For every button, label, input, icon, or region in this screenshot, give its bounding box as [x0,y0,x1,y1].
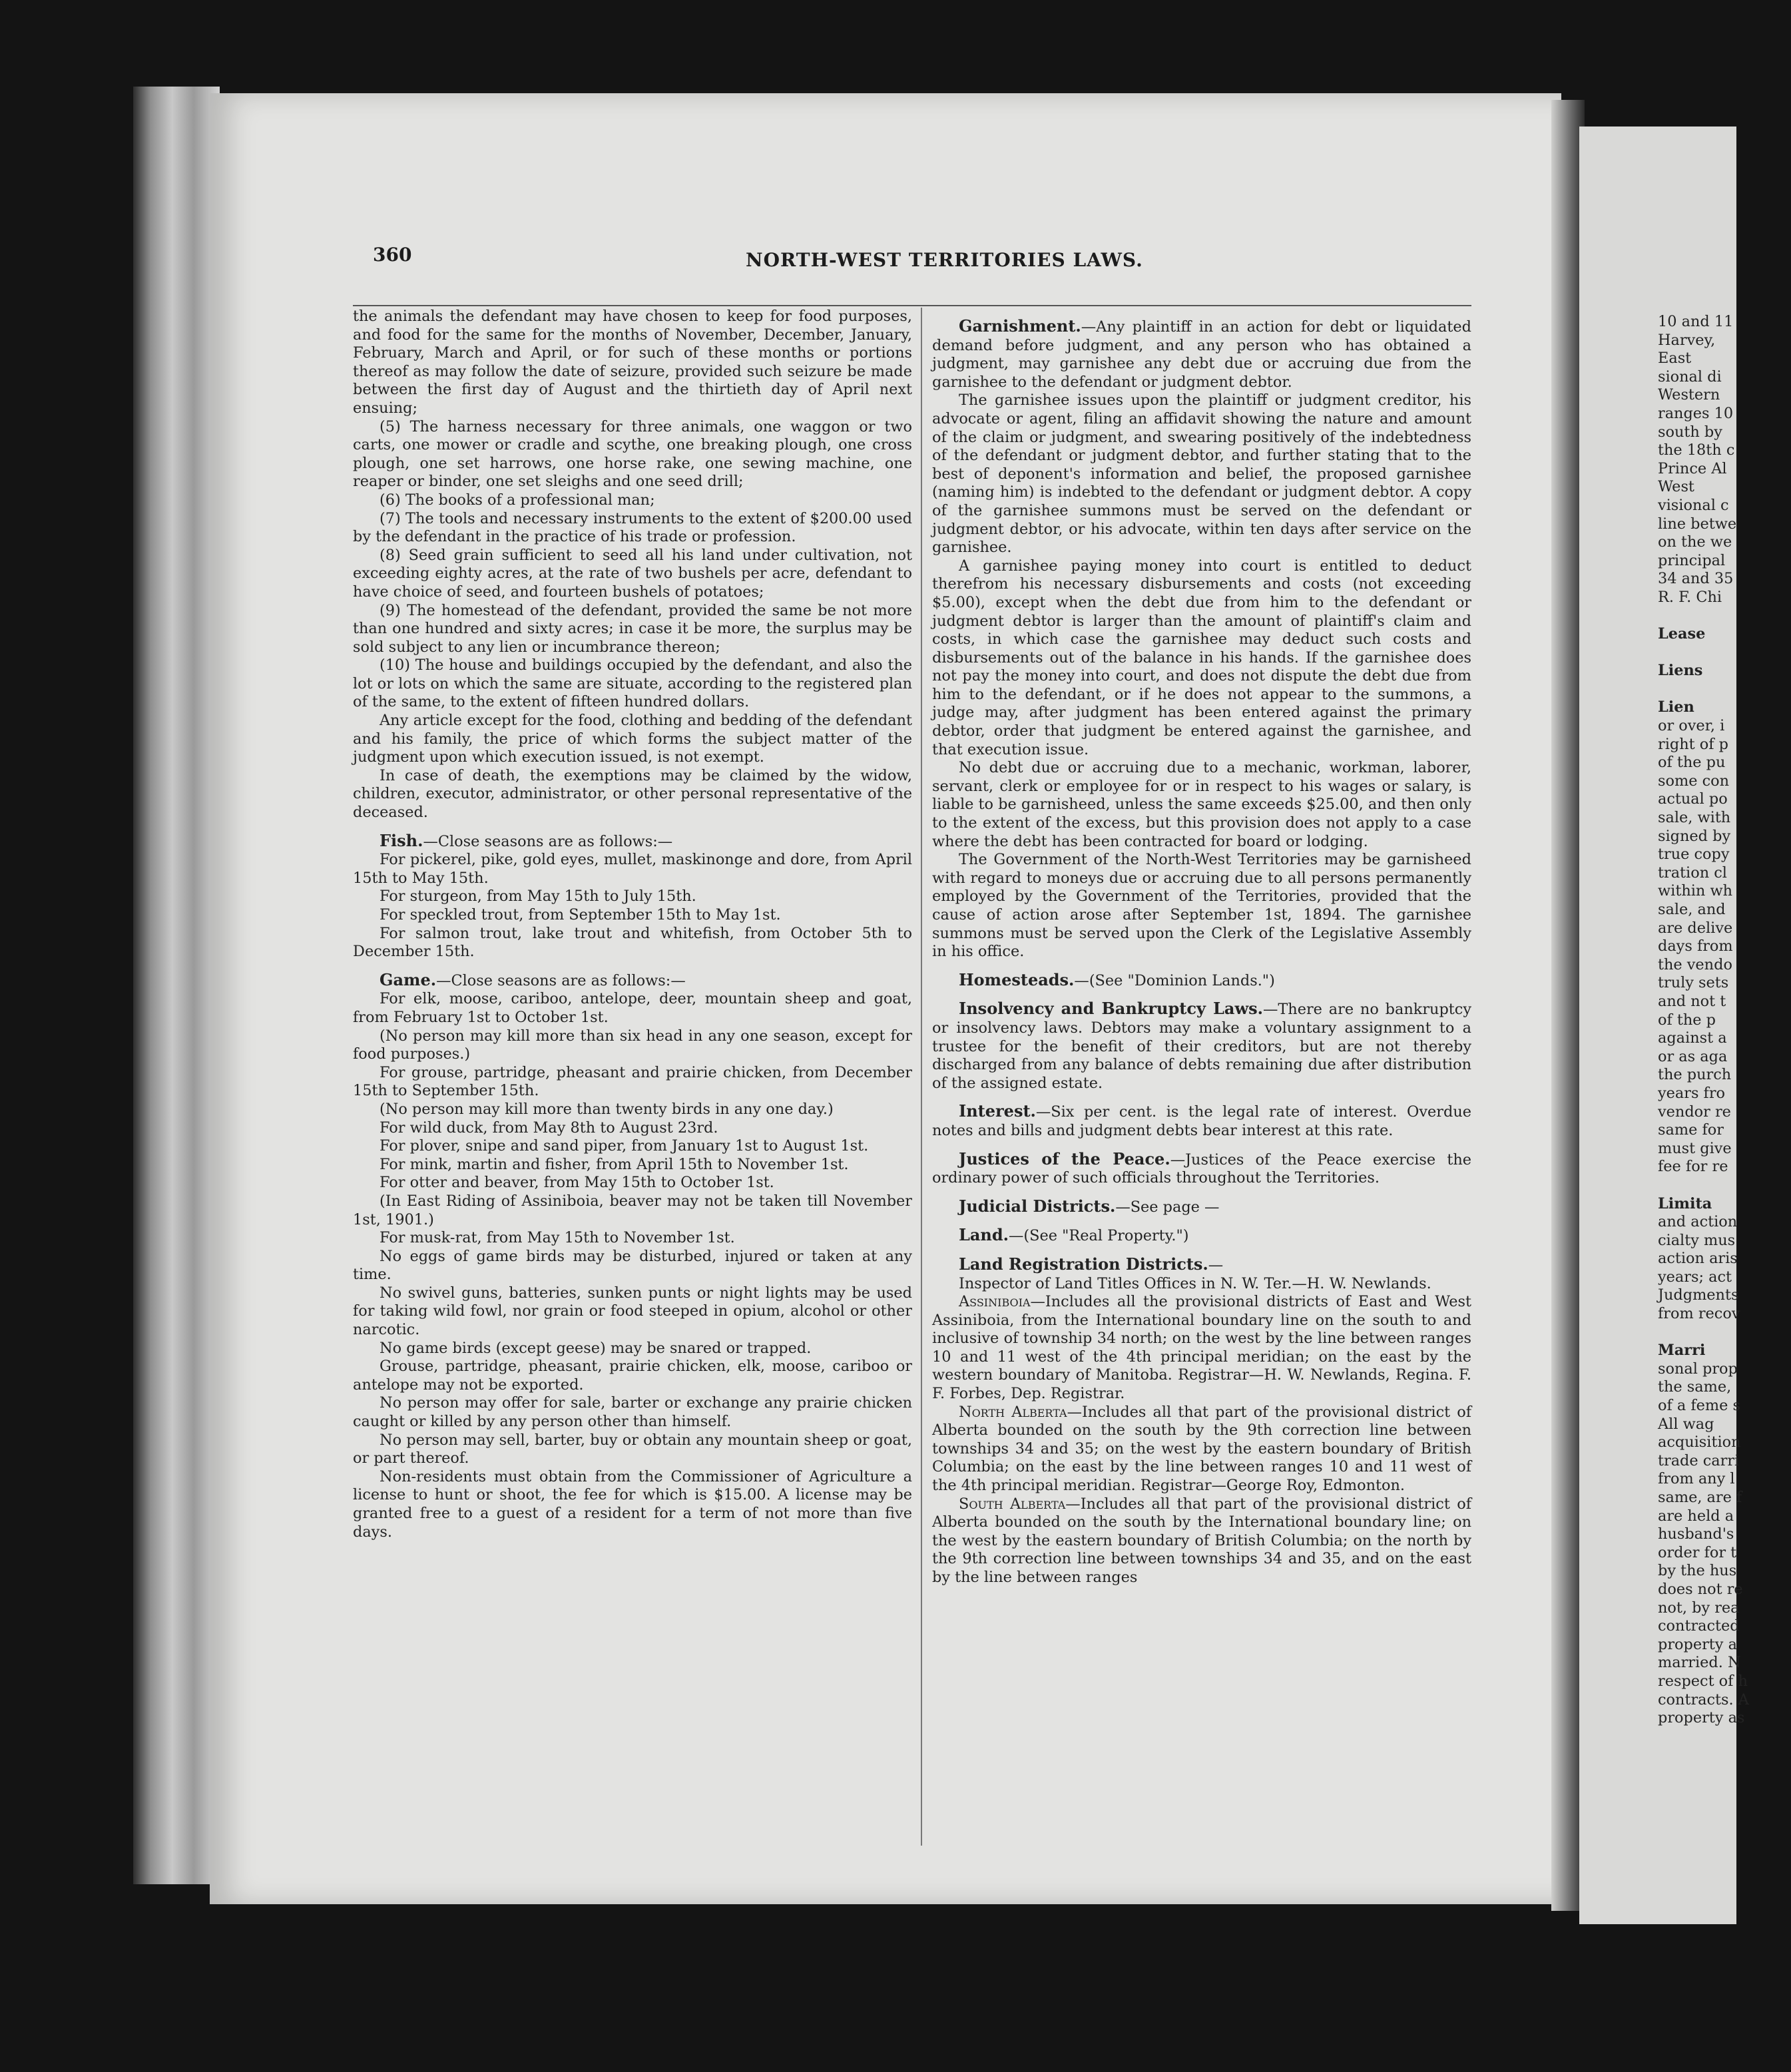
fragment-line: Judgments [1658,1286,1739,1304]
paragraph-text: —Includes all that part of the provisional district of Alberta bounded on the south by the 9th correction line between townships 34 and 35; on the west by the eastern boundary of British Columbia; on the east by the line between ranges 10 and 11 west of the 4th principal meridian. Registrar—George Roy, Edmonton. [932,1403,1471,1495]
paragraph [932,1293,1471,1404]
paragraph [932,851,1471,961]
paragraph-text: —Close seasons are as follows:— [423,832,673,850]
section-paragraph [932,999,1471,1093]
paragraph-text: For wild duck, from May 8th to August 23rd. [380,1119,718,1137]
section-paragraph [932,1197,1471,1217]
paragraph [353,656,912,712]
fragment-line: by the hus [1658,1562,1737,1580]
section-heading: Land. [959,1225,1009,1245]
paragraph [353,925,912,961]
paragraph-text: No swivel guns, batteries, sunken punts or night lights may be used for taking wild fowl, nor grain or food steeped in opium, alcohol or other narcotic. [353,1284,912,1339]
paragraph-text: For pickerel, pike, gold eyes, mullet, maskinonge and dore, from April 15th to May 15th. [353,851,912,887]
paragraph-text: (In East Riding of Assiniboia, beaver may not be taken till November 1st, 1901.) [353,1192,912,1228]
paragraph [353,767,912,822]
fragment-line: Lease [1658,625,1706,643]
paragraph [353,1064,912,1101]
paragraph-text: (No person may kill more than twenty birds in any one day.) [380,1100,834,1118]
fragment-line: right of p [1658,735,1728,753]
paragraph-text: For speckled trout, from September 15th to May 1st. [380,906,781,923]
paragraph [932,557,1471,760]
fragment-line: must give [1658,1139,1732,1157]
fragment-line: West [1658,478,1694,496]
fragment-line: does not re [1658,1580,1743,1598]
paragraph-text: No debt due or accruing due to a mechanic, workman, laborer, servant, clerk or employee for or in respect to his wages or salary, is liable to be garnisheed, unless the same exceeds $25.00, and then only to the extent of the excess, but this provision does not apply to a case where the debt has been contracted for board or lodging. [932,759,1471,850]
paragraph-text: Inspector of Land Titles Offices in N. W. Ter.—H. W. Newlands. [959,1274,1431,1292]
paragraph [353,1358,912,1394]
fragment-line: years; act [1658,1268,1732,1286]
fragment-line: against a [1658,1029,1727,1047]
fragment-line: order for t [1658,1543,1737,1561]
paragraph-text: —Close seasons are as follows:— [436,971,686,989]
fragment-line: same for [1658,1121,1724,1139]
fragment-line: are held a [1658,1507,1734,1525]
fragment-line: years fro [1658,1084,1726,1102]
fragment-line: Western [1658,386,1720,404]
fragment-line: the purch [1658,1066,1732,1084]
section-heading: Fish. [380,830,423,850]
paragraph [353,1248,912,1284]
fragment-line: days from [1658,937,1733,955]
fragment-line [1658,607,1791,626]
paragraph-text: (9) The homestead of the defendant, provided the same be not more than one hundred and sixty acres; in case it be more, the surplus may be sold subject to any lien or incumbrance thereon; [353,601,912,656]
paragraph-text: (8) Seed grain sufficient to seed all his land under cultivation, not exceeding eighty acres, at the rate of two bushels per acre, defendant to have choice of seed, and fourteen bushels of potatoes; [353,546,912,601]
paragraph [353,851,912,888]
paragraph [353,1027,912,1064]
fragment-line: 34 and 35 [1658,570,1734,588]
section-paragraph [932,971,1471,991]
paragraph [353,418,912,491]
paragraph [353,547,912,602]
fragment-line: respect of h [1658,1672,1748,1690]
fragment-line: action aris [1658,1250,1738,1268]
fragment-line: sonal prop [1658,1360,1738,1378]
fragment-line: are delive [1658,919,1733,937]
fragment-line: acquisition [1658,1433,1741,1451]
page-number: 360 [373,244,412,266]
paragraph-text: In case of death, the exemptions may be claimed by the widow, children, executor, administrator, or other personal representative of the deceased. [353,766,912,822]
fragment-line: from any l [1658,1470,1735,1488]
fragment-line: trade carri [1658,1451,1740,1469]
middle-column [932,308,1471,1587]
fragment-line: contracts. A [1658,1690,1749,1708]
paragraph-text: For sturgeon, from May 15th to July 15th. [380,888,696,906]
page-title: NORTH-WEST TERRITORIES LAWS. [746,249,1143,271]
fragment-line: ranges 10 [1658,404,1734,422]
paragraph-text: —(See "Real Property.") [1009,1227,1189,1245]
paragraph-text: —There are no bankruptcy or insolvency laws. Debtors may make a voluntary assignment to a trustee for the benefit of their creditors, but are not thereby discharged from any balance of debts remaining due after distribution of the assigned estate. [932,1001,1471,1092]
paragraph-text: The garnishee issues upon the plaintiff or judgment creditor, his advocate or agent, filing an affidavit showing the nature and amount of the claim or judgment, and swearing positively of the indebtedness of the defendant or judgment debtor, and further stating that to the best of deponent's information and belief, the proposed garnishee (naming him) is indebted to the defendant or judgment debtor. A copy of the garnishee summons must be served on the defendant or judgment debtor, or his advocate, within ten days after service on the garnishee. [932,391,1471,557]
paragraph-text: No game birds (except geese) may be snared or trapped. [380,1339,812,1357]
paragraph [353,990,912,1027]
fragment-line: Liens [1658,662,1703,680]
section-heading: Insolvency and Bankruptcy Laws. [959,999,1263,1019]
paragraph-text: For otter and beaver, from May 15th to October 1st. [380,1174,774,1192]
paragraph [353,1340,912,1358]
fragment-line: Marri [1658,1342,1706,1360]
paragraph-text: —Six per cent. is the legal rate of interest. Overdue notes and bills and judgment debts bear interest at this rate. [932,1103,1471,1139]
paragraph-text: No eggs of game birds may be disturbed, injured or taken at any time. [353,1247,912,1284]
section-paragraph [353,971,912,991]
fragment-line: and not t [1658,992,1726,1010]
paragraph-text: (5) The harness necessary for three animals, one waggon or two carts, one mower or cradle and scythe, one breaking plough, one cross plough, one set harrows, one horse rake, one sewing machine, one reaper or binder, one set sleighs and one seed drill; [353,417,912,491]
paragraph [353,1229,912,1248]
fragment-line: and action [1658,1213,1738,1231]
paragraph-text: (10) The house and buildings occupied by the defendant, and also the lot or lots on which the same are situate, according to the registered plan of the same, to the extent of fifteen hundred dollars. [353,656,912,711]
fragment-line: 10 and 11 [1658,313,1734,330]
fragment-line: of the p [1658,1011,1716,1029]
paragraph-text: For elk, moose, cariboo, antelope, deer, mountain sheep and goat, from February 1st to October 1st. [353,990,912,1026]
fragment-line: married. N [1658,1654,1741,1672]
paragraph [353,1394,912,1431]
fragment-line: signed by [1658,827,1731,845]
fragment-line: tration cl [1658,864,1727,882]
paragraph-text: —See page — [1115,1198,1220,1216]
paragraph-text: — [1208,1256,1224,1274]
paragraph [353,906,912,925]
paragraph [353,1101,912,1119]
paragraph-text: For plover, snipe and sand piper, from January 1st to August 1st. [380,1137,869,1155]
section-paragraph [932,317,1471,391]
paragraph-text: —Justices of the Peace exercise the ordinary power of such officials throughout the Territories. [932,1151,1471,1187]
paragraph-text: —(See "Dominion Lands.") [1074,971,1275,989]
section-heading: Land Registration Districts. [959,1254,1208,1274]
paragraph [353,1431,912,1468]
paragraph-text: (No person may kill more than six head in any one season, except for food purposes.) [353,1027,912,1063]
left-column [353,308,912,1541]
paragraph [932,759,1471,851]
header-rule [353,305,1471,306]
fragment-line: husband's [1658,1525,1734,1543]
paragraph [353,1192,912,1229]
paragraph [932,1404,1471,1495]
fragment-line: Limita [1658,1194,1712,1212]
right-column-fragment [1658,313,1791,1728]
district-name: North Alberta [959,1403,1067,1421]
fragment-line: visional c [1658,496,1729,514]
fragment-line: cialty mus [1658,1231,1736,1249]
fragment-line: of a feme s [1658,1397,1740,1415]
paragraph [353,1156,912,1174]
fragment-line: Lien [1658,698,1694,716]
fragment-line: line betwe [1658,515,1737,533]
section-paragraph [932,1255,1471,1275]
column-divider [921,308,922,1846]
paragraph [353,308,912,418]
paragraph-text: —Includes all that part of the provisional district of Alberta bounded on the south by the International boundary line; on the west by the eastern boundary of British Columbia; on the north by the 9th correction line between townships 34 and 35, and on the east by the line between ranges [932,1495,1471,1586]
book-edge [133,87,220,1884]
paragraph-text: No person may offer for sale, barter or exchange any prairie chicken caught or killed by any person other than himself. [353,1394,912,1431]
fragment-line: property a [1658,1635,1737,1653]
fragment-line: fee for re [1658,1158,1728,1176]
fragment-line: Harvey, [1658,331,1716,349]
paragraph [932,391,1471,557]
section-heading: Interest. [959,1101,1036,1121]
paragraph-text: —Includes all the provisional districts of East and West Assiniboia, from the International boundary line on the south to and inclusive of township 34 north; on the west by the line between ranges 10 and 11 west of the 4th principal meridian; on the east by the western boundary of Manitoba. Registrar—H. W. Newlands, Regina. F. F. Forbes, Dep. Registrar. [932,1293,1471,1403]
fragment-line: true copy [1658,846,1730,864]
fragment-line: sional di [1658,368,1722,386]
paragraph-text: For mink, martin and fisher, from April 15th to November 1st. [380,1155,849,1173]
fragment-line: or as aga [1658,1047,1728,1065]
fragment-line: south by [1658,423,1722,441]
section-paragraph [932,1102,1471,1140]
paragraph-text: For grouse, partridge, pheasant and prairie chicken, from December 15th to September 15th. [353,1063,912,1100]
section-heading: Justices of the Peace. [959,1149,1170,1168]
paragraph-text: For musk-rat, from May 15th to November 1st. [380,1229,735,1247]
paragraph-text: The Government of the North-West Territories may be garnisheed with regard to moneys due or accruing due to all persons permanently employed by the Government of the Territories, provided that the cause of action arose after September 1st, 1894. The garnishee summons must be served upon the Clerk of the Legislative Assembly in his office. [932,851,1471,961]
fragment-line: vendor re [1658,1103,1731,1121]
paragraph-text: Non-residents must obtain from the Commissioner of Agriculture a license to hunt or shoot, the fee for which is $15.00. A license may be granted free to a guest of a resident for a term of not more than five days. [353,1467,912,1541]
district-name: Assiniboia [959,1293,1031,1311]
paragraph [353,888,912,906]
paragraph-text: —Any plaintiff in an action for debt or liquidated demand before judgment, and any person who has obtained a judgment, may garnishee any debt due or accruing due from the garnishee to the defendant or judgment debtor. [932,318,1471,391]
paragraph [353,510,912,547]
paragraph [353,491,912,510]
paragraph-text: No person may sell, barter, buy or obtain any mountain sheep or goat, or part thereof. [353,1431,912,1467]
fragment-line: same, are f [1658,1489,1742,1506]
paragraph-text: Grouse, partridge, pheasant, prairie chicken, elk, moose, cariboo or antelope may not be exported. [353,1358,912,1394]
fragment-line: some con [1658,772,1730,790]
paragraph-text: Any article except for the food, clothing and bedding of the defendant and his family, the price of which forms the subject matter of the judgment upon which execution issued, is not exempt. [353,712,912,766]
section-heading: Game. [380,969,437,989]
paragraph [353,1137,912,1156]
fragment-line: Prince Al [1658,459,1727,477]
paragraph-text: For salmon trout, lake trout and whitefish, from October 5th to December 15th. [353,924,912,961]
running-head [373,244,1465,277]
fragment-line: within wh [1658,882,1733,900]
fragment-line: property as [1658,1709,1745,1727]
fragment-line: principal [1658,551,1726,569]
paragraph [353,1119,912,1138]
paragraph-text: (7) The tools and necessary instruments to the extent of $200.00 used by the defendant in the practice of his trade or profession. [353,509,912,546]
fragment-line: the vendo [1658,955,1732,973]
fragment-line [1658,1324,1791,1342]
fragment-line: contracted [1658,1617,1740,1635]
section-paragraph [932,1150,1471,1188]
fragment-line: R. F. Chi [1658,588,1722,606]
paragraph-text: (6) The books of a professional man; [380,491,655,509]
paragraph [932,1495,1471,1587]
fragment-line: sale, with [1658,809,1731,827]
section-heading: Judicial Districts. [959,1196,1116,1216]
fragment-line: All wag [1658,1415,1714,1433]
paragraph [353,1468,912,1541]
fragment-line: sale, and [1658,901,1726,918]
fragment-line: from recov [1658,1305,1740,1323]
fragment-line: on the we [1658,533,1732,551]
paragraph-text: the animals the defendant may have chosen to keep for food purposes, and food for the same for the months of November, December, January, February, March and April, or for such of these months or portions thereof as may follow the date of seizure, provided such seizure be made between the first day of August and the thirtieth day of April next ensuing; [353,308,912,417]
fragment-line: East [1658,350,1692,368]
section-heading: Homesteads. [959,969,1075,989]
paragraph [353,1284,912,1340]
fragment-line: actual po [1658,790,1728,808]
paragraph-text: A garnishee paying money into court is entitled to deduct therefrom his necessary disbursements and costs (not exceeding $5.00), except when the debt due from him to the defendant or judgment debtor is larger than the amount of plaintiff's claim and costs, in which case the garnishee may deduct such costs and disbursements out of the balance in his hands. If the garnishee does not pay the money into court, and does not dispute the debt due from him to the defendant, or if he does not appear to the summons, a judge may, after judgment has been entered against the primary debtor, order that judgment be entered against the garnishee, and that execution issue. [932,557,1471,758]
section-paragraph [353,832,912,852]
section-heading: Garnishment. [959,316,1081,336]
fragment-line: or over, i [1658,717,1725,735]
fragment-line [1658,644,1791,662]
fragment-line: the 18th c [1658,441,1735,459]
section-paragraph [932,1226,1471,1246]
fragment-line [1658,1176,1791,1195]
fragment-line: the same, [1658,1378,1732,1396]
fragment-line: of the pu [1658,754,1726,772]
paragraph [353,712,912,767]
fragment-line: truly sets [1658,974,1729,992]
fragment-line [1658,680,1791,699]
paragraph [353,1174,912,1192]
paragraph [932,1275,1471,1294]
fragment-line: not, by rea [1658,1599,1740,1617]
paragraph [353,602,912,657]
district-name: South Alberta [959,1495,1066,1513]
